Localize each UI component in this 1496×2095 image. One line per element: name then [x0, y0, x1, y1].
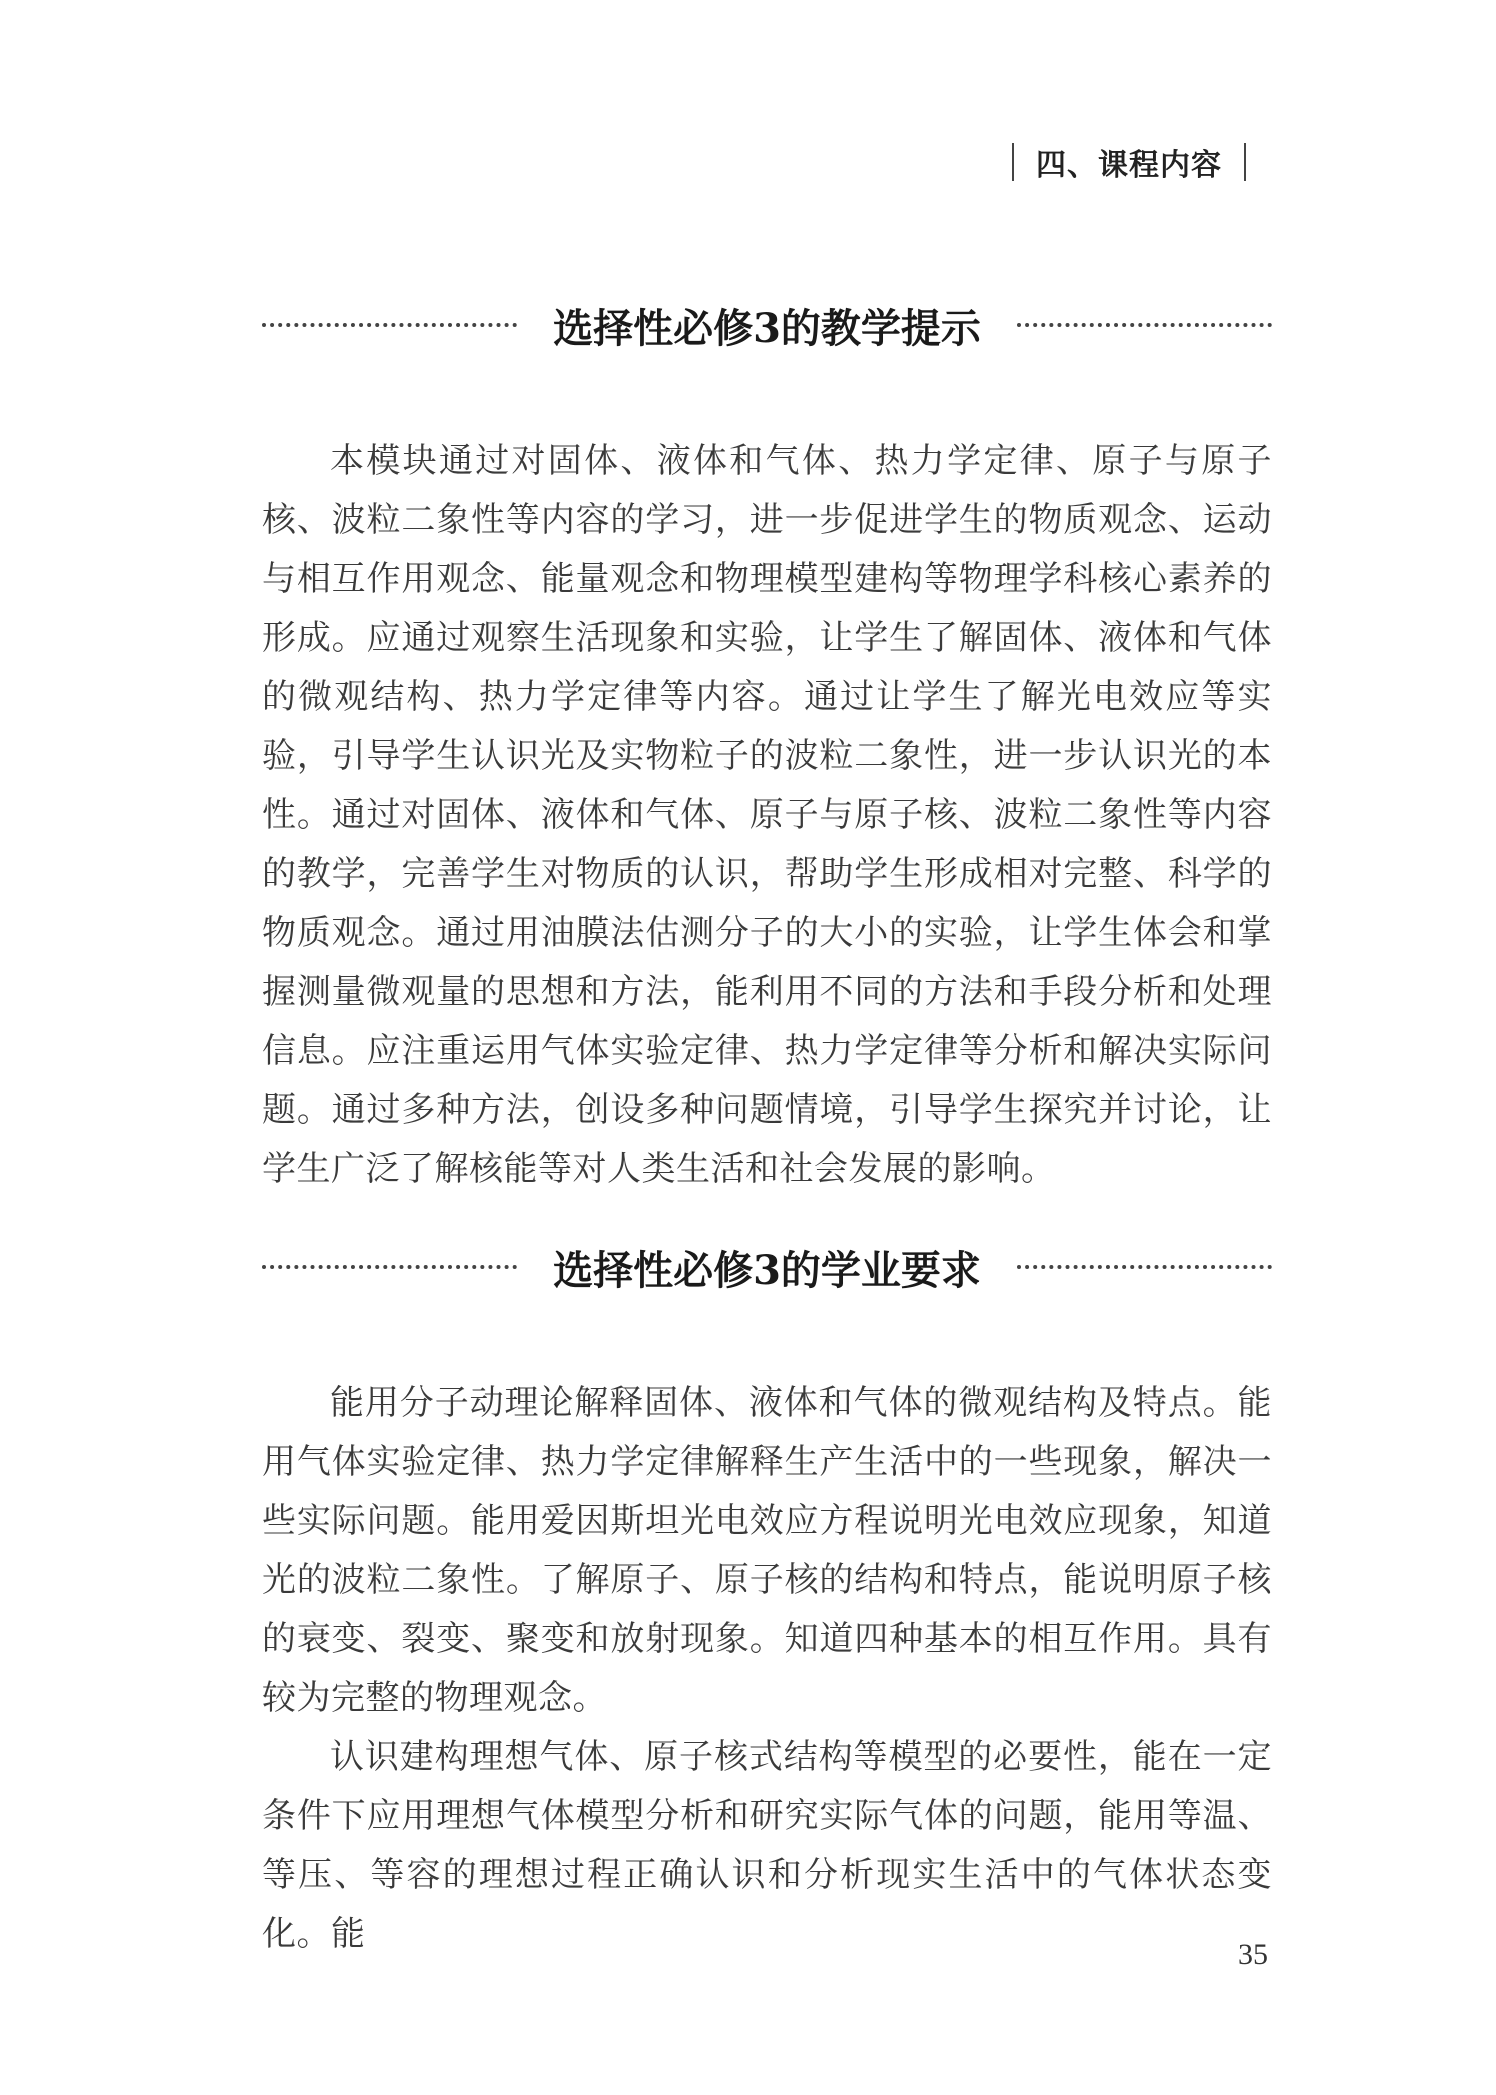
dotted-rule-right [1017, 1265, 1272, 1269]
section-teaching-tips [262, 290, 1272, 1199]
body-paragraph: 能用分子动理论解释固体、液体和气体的微观结构及特点。能用气体实验定律、热力学定律解释生产生活中的一些现象，解决一些实际问题。能用爱因斯坦光电效应方程说明光电效应现象，知道光的波粒二象性。了解原子、原子核的结构和特点，能说明原子核的衰变、裂变、聚变和放射现象。知道四种基本的相互作用。具有较为完整的物理观念。 [262, 1383, 1272, 1718]
header-left-bar [1012, 143, 1014, 181]
header-right-bar [1244, 143, 1246, 181]
body-paragraph: 认识建构理想气体、原子核式结构等模型的必要性，能在一定条件下应用理想气体模型分析和研究实际气体的问题，能用等温、等压、等容的理想过程正确认识和分析现实生活中的气体状态变化。能 [262, 1737, 1272, 1954]
dotted-rule-left [262, 323, 517, 327]
section-title: 选择性必修3的学业要求 [553, 1246, 981, 1294]
body-paragraph: 本模块通过对固体、液体和气体、热力学定律、原子与原子核、波粒二象性等内容的学习，进一步促进学生的物质观念、运动与相互作用观念、能量观念和物理模型建构等物理学科核心素养的形成。应通过观察生活现象和实验，让学生了解固体、液体和气体的微观结构、热力学定律等内容。通过让学生了解光电效应等实验，引导学生认识光及实物粒子的波粒二象性，进一步认识光的本性。通过对固体、液体和气体、原子与原子核、波粒二象性等内容的教学，完善学生对物质的认识，帮助学生形成相对完整、科学的物质观念。通过用油膜法估测分子的大小的实验，让学生体会和掌握测量微观量的思想和方法，能利用不同的方法和手段分析和处理信息。应注重运用气体实验定律、热力学定律等分析和解决实际问题。通过多种方法，创设多种问题情境，引导学生探究并讨论，让学生广泛了解核能等对人类生活和社会发展的影响。 [262, 441, 1272, 1189]
section-title: 选择性必修3的教学提示 [553, 304, 981, 352]
section-heading [262, 1232, 1272, 1302]
running-header [990, 140, 1268, 184]
chapter-title: 四、课程内容 [1036, 148, 1222, 183]
dotted-rule-right [1017, 323, 1272, 327]
section-heading [262, 290, 1272, 360]
section-academic-requirements [262, 1232, 1272, 1964]
page-number: 35 [1238, 1938, 1268, 1971]
dotted-rule-left [262, 1265, 517, 1269]
